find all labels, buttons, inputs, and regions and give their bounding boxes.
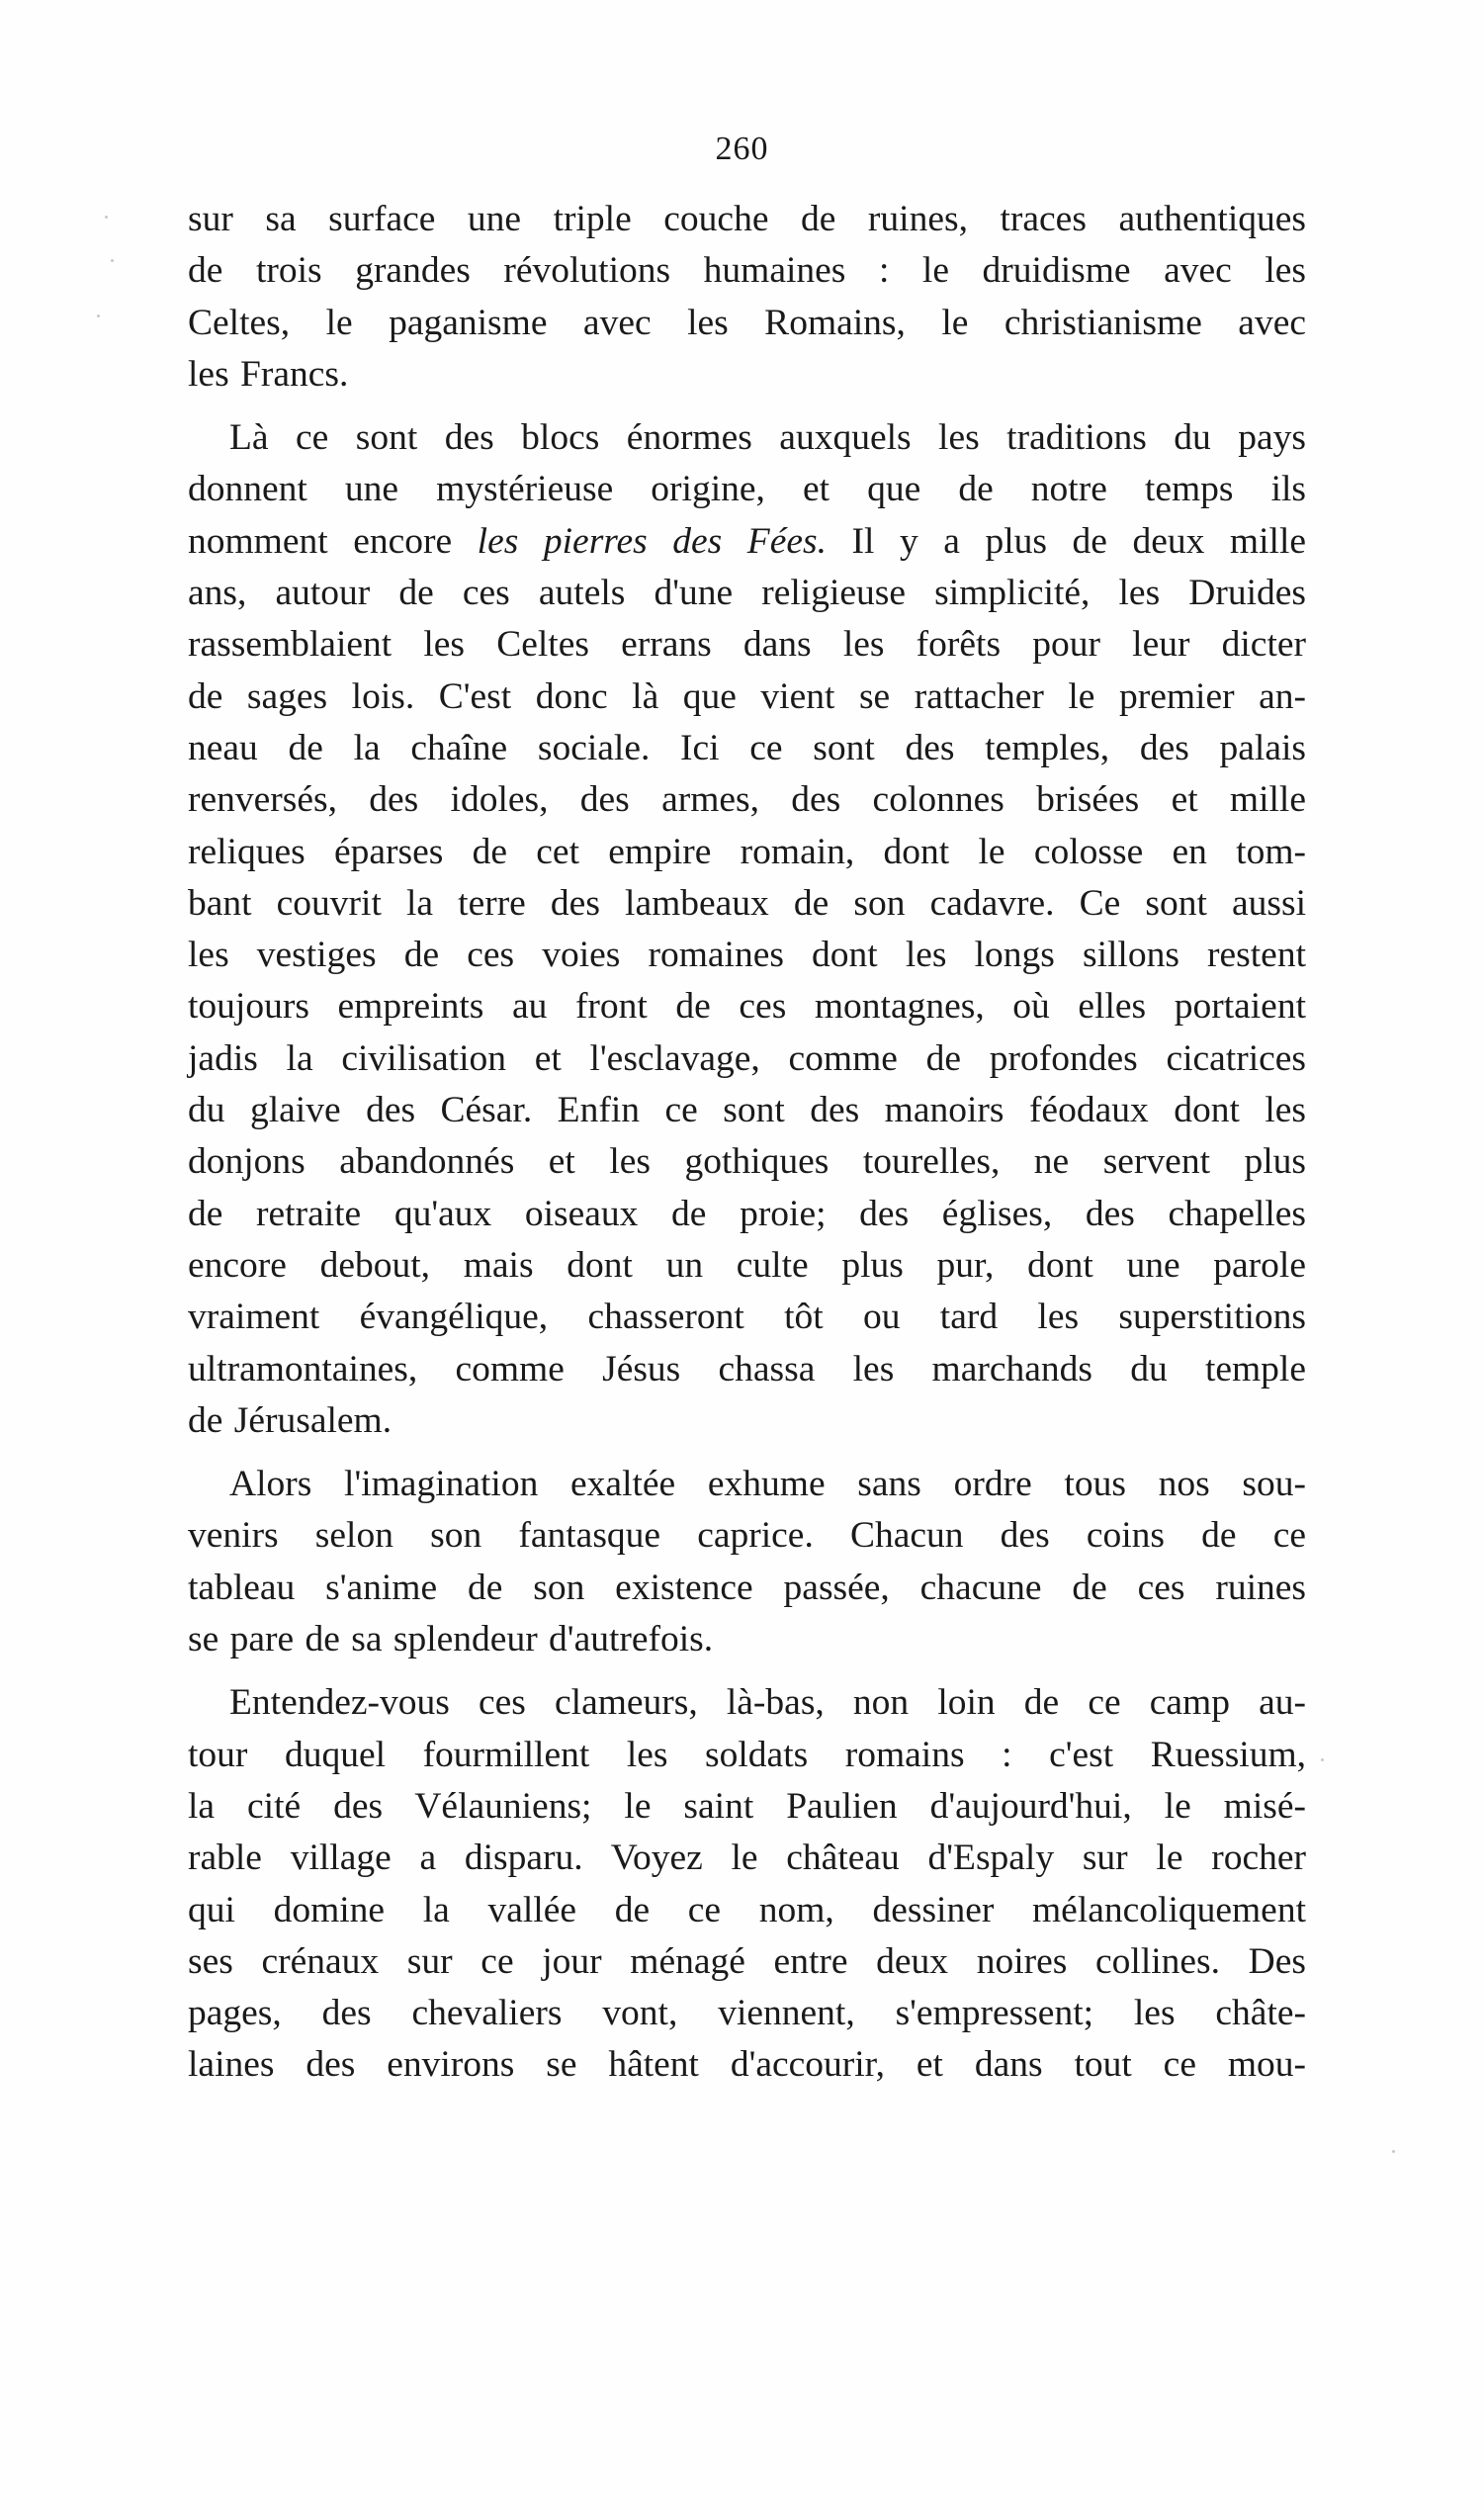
text-line: du glaive des César. Enfin ce sont des manoirs féodaux dont les — [188, 1090, 1306, 1131]
text-fragment: nomment encore — [188, 520, 478, 562]
text-line: pages, des chevaliers vont, viennent, s'empressent; les châte- — [188, 1993, 1306, 2034]
text-line: ultramontaines, comme Jésus chassa les marchands du temple — [188, 1348, 1306, 1389]
text-line: vraiment évangélique, chasseront tôt ou tard les superstitions — [188, 1297, 1306, 1338]
paper-speck — [1321, 1758, 1324, 1761]
text-line: Celtes, le paganisme avec les Romains, le christianisme avec — [188, 302, 1306, 343]
text-line: Alors l'imagination exaltée exhume sans ordre tous nos sou- — [229, 1464, 1306, 1505]
text-line: se pare de sa splendeur d'autrefois. — [188, 1619, 714, 1660]
paper-speck — [97, 314, 100, 317]
text-line: rassemblaient les Celtes errans dans les forêts pour leur dicter — [188, 624, 1306, 666]
text-line: Entendez-vous ces clameurs, là-bas, non loin de ce camp au- — [229, 1682, 1306, 1724]
body-text — [188, 194, 1306, 2104]
text-line: reliques éparses de cet empire romain, dont le colosse en tom- — [188, 831, 1306, 872]
text-line: venirs selon son fantasque caprice. Chacun des coins de ce — [188, 1515, 1306, 1557]
text-line: donnent une mystérieuse origine, et que de notre temps ils — [188, 469, 1306, 510]
paragraph-3 — [188, 1459, 1306, 1665]
text-line: encore debout, mais dont un culte plus pur, dont une parole — [188, 1244, 1306, 1286]
text-line: jadis la civilisation et l'esclavage, comme de profondes cicatrices — [188, 1037, 1306, 1079]
text-line: renversés, des idoles, des armes, des colonnes brisées et mille — [188, 779, 1306, 821]
text-line: neau de la chaîne sociale. Ici ce sont des temples, des palais — [188, 727, 1306, 768]
text-line: la cité des Vélauniens; le saint Paulien d'aujourd'hui, le misé- — [188, 1785, 1306, 1827]
text-line: de sages lois. C'est donc là que vient se rattacher le premier an- — [188, 675, 1306, 717]
page-number: 260 — [715, 131, 769, 167]
italic-phrase: les pierres des Fées. — [477, 520, 827, 562]
text-line: tableau s'anime de son existence passée, chacune de ces ruines — [188, 1567, 1306, 1608]
text-line: tour duquel fourmillent les soldats romains : c'est Ruessium, — [188, 1734, 1306, 1775]
text-fragment: Il y a plus de deux mille — [826, 520, 1307, 562]
paper-speck — [105, 216, 108, 219]
text-line: bant couvrit la terre des lambeaux de son cadavre. Ce sont aussi — [188, 882, 1306, 924]
paragraph-4 — [188, 1677, 1306, 2091]
text-line: de Jérusalem. — [188, 1399, 393, 1441]
paragraph-2 — [188, 412, 1306, 1447]
paper-speck — [111, 259, 114, 262]
text-line: les Francs. — [188, 353, 349, 395]
text-line: ses crénaux sur ce jour ménagé entre deux noires collines. Des — [188, 1940, 1306, 1982]
paper-speck — [1392, 2150, 1395, 2153]
text-line-with-italic — [188, 516, 1306, 568]
text-line: laines des environs se hâtent d'accourir, et dans tout ce mou- — [188, 2044, 1306, 2086]
paragraph-1 — [188, 194, 1306, 401]
text-line: donjons abandonnés et les gothiques tourelles, ne servent plus — [188, 1141, 1306, 1183]
text-line: ans, autour de ces autels d'une religieuse simplicité, les Druides — [188, 573, 1306, 614]
text-line: de retraite qu'aux oiseaux de proie; des églises, des chapelles — [188, 1193, 1306, 1234]
text-line: toujours empreints au front de ces montagnes, où elles portaient — [188, 986, 1306, 1028]
text-line: sur sa surface une triple couche de ruines, traces authentiques — [188, 199, 1306, 239]
text-line: de trois grandes révolutions humaines : le druidisme avec les — [188, 250, 1306, 292]
text-line: rable village a disparu. Voyez le château d'Espaly sur le rocher — [188, 1838, 1306, 1879]
text-line: Là ce sont des blocs énormes auxquels les traditions du pays — [229, 417, 1306, 459]
text-line: les vestiges de ces voies romaines dont les longs sillons restent — [188, 935, 1306, 976]
text-line: qui domine la vallée de ce nom, dessiner mélancoliquement — [188, 1889, 1306, 1930]
